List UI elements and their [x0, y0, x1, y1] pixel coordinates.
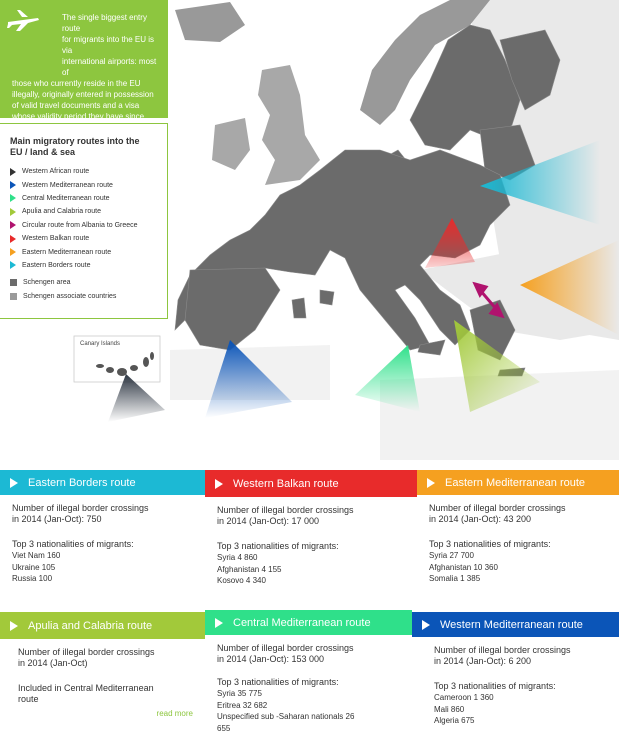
- nationality-item: Mali 860: [434, 704, 465, 714]
- intro-line: for migrants into the EU is via: [62, 35, 155, 55]
- nationalities-label: Top 3 nationalities of migrants:: [217, 677, 339, 687]
- map-legend: [0, 123, 168, 319]
- route-card-header[interactable]: [0, 612, 205, 639]
- nationalities-label: Top 3 nationalities of migrants:: [429, 539, 551, 549]
- crossings-label: Number of illegal border crossings: [429, 503, 566, 513]
- intro-line: whose validity period they have since: [12, 112, 145, 121]
- legend-label: Schengen associate countries: [23, 292, 117, 300]
- legend-item-western-mediterranean: [10, 178, 159, 191]
- crossings-value: in 2014 (Jan-Oct): 43 200: [429, 514, 532, 524]
- crossings-value: in 2014 (Jan-Oct): 153 000: [217, 654, 325, 664]
- legend-title: [10, 136, 159, 158]
- legend-title-line: Main migratory routes into the: [10, 136, 140, 146]
- legend-label: Western African route: [22, 168, 90, 176]
- route-card-western-mediterranean: [412, 612, 619, 750]
- intro-line: The single biggest entry route: [62, 13, 147, 33]
- play-arrow-icon: [10, 621, 18, 631]
- nationalities-label: Top 3 nationalities of migrants:: [217, 541, 339, 551]
- intro-line: those who currently reside in the EU: [12, 79, 141, 88]
- intro-line: international airports: most of: [62, 57, 157, 77]
- uk-ireland: [212, 65, 320, 185]
- nationalities-label: Top 3 nationalities of migrants:: [12, 539, 134, 549]
- crossings-label: Number of illegal border crossings: [434, 645, 571, 655]
- legend-item-western-balkan: [10, 232, 159, 245]
- nationality-item: Ukraine 105: [12, 562, 56, 572]
- triangle-icon: [10, 261, 16, 269]
- route-card-eastern-mediterranean: [417, 470, 619, 610]
- play-arrow-icon: [215, 479, 223, 489]
- route-card-header[interactable]: [417, 470, 619, 495]
- route-card-header[interactable]: [205, 610, 412, 635]
- nationality-item: 655: [217, 723, 231, 733]
- square-icon: [10, 293, 17, 300]
- legend-item-apulia-calabria: [10, 205, 159, 218]
- nationalities-label: Top 3 nationalities of migrants:: [434, 681, 556, 691]
- play-arrow-icon: [215, 618, 223, 628]
- legend-label: Western Balkan route: [22, 235, 90, 243]
- legend-label: Western Mediterranean route: [22, 181, 113, 189]
- nationality-item: Unspecified sub -Saharan nationals 26: [217, 712, 355, 722]
- schengen-area: [175, 25, 560, 376]
- legend-item-western-african: [10, 165, 159, 178]
- crossings-value: in 2014 (Jan-Oct): 6 200: [434, 656, 532, 666]
- route-card-apulia-calabria: [0, 612, 205, 750]
- route-card-title: Apulia and Calabria route: [28, 619, 153, 632]
- triangle-icon: [10, 235, 16, 243]
- route-card-western-balkan: [205, 470, 417, 610]
- nationality-item: Russia 100: [12, 574, 53, 584]
- legend-item-circular-albania-greece: [10, 219, 159, 232]
- legend-label: Circular route from Albania to Greece: [22, 221, 138, 229]
- crossings-value: in 2014 (Jan-Oct): 17 000: [217, 516, 320, 526]
- included-note: Included in Central Mediterranean: [18, 683, 154, 693]
- canary-islands-label: Canary Islands: [80, 341, 121, 347]
- legend-item-eastern-borders: [10, 259, 159, 272]
- read-more-link[interactable]: read more: [156, 709, 193, 718]
- route-card-central-mediterranean: [205, 610, 412, 750]
- nationality-item: Kosovo 4 340: [217, 576, 266, 586]
- nationality-item: Afghanistan 10 360: [429, 562, 498, 572]
- airport-entry-info-box: [0, 0, 168, 121]
- route-card-title: Central Mediterranean route: [233, 616, 371, 629]
- intro-line: illegally, originally entered in possession: [12, 90, 154, 99]
- legend-label: Eastern Mediterranean route: [22, 248, 112, 256]
- triangle-icon: [10, 221, 16, 229]
- nationality-item: Algeria 675: [434, 716, 475, 726]
- nationality-item: Syria 4 860: [217, 553, 258, 562]
- route-card-eastern-borders: [0, 470, 205, 610]
- crossings-label: Number of illegal border crossings: [217, 643, 354, 653]
- crossings-value: in 2014 (Jan-Oct): 750: [12, 514, 102, 524]
- crossings-label: Number of illegal border crossings: [18, 647, 155, 657]
- nationality-item: Viet Nam 160: [12, 551, 61, 560]
- square-icon: [10, 279, 17, 286]
- nationality-item: Somalia 1 385: [429, 574, 481, 584]
- nationality-item: Syria 35 775: [217, 689, 262, 698]
- included-note-cont: route: [18, 694, 39, 704]
- legend-item-eastern-mediterranean: [10, 245, 159, 258]
- triangle-icon: [10, 194, 16, 202]
- play-arrow-icon: [427, 478, 435, 488]
- triangle-icon: [10, 208, 16, 216]
- triangle-icon: [10, 168, 16, 176]
- legend-item-central-mediterranean: [10, 192, 159, 205]
- legend-item-schengen-area: [10, 276, 159, 289]
- route-card-title: Eastern Borders route: [28, 476, 136, 489]
- legend-label: Schengen area: [23, 279, 71, 287]
- legend-label: Eastern Borders route: [22, 261, 91, 269]
- route-card-header[interactable]: [412, 612, 619, 637]
- route-card-header[interactable]: [205, 470, 417, 497]
- intro-line: of valid travel documents and a visa: [12, 101, 140, 110]
- nationality-item: Cameroon 1 360: [434, 693, 494, 702]
- airplane-icon: [6, 8, 40, 32]
- legend-title-line: EU / land & sea: [10, 147, 76, 157]
- crossings-label: Number of illegal border crossings: [217, 505, 354, 515]
- play-arrow-icon: [10, 478, 18, 488]
- legend-label: Apulia and Calabria route: [22, 208, 101, 216]
- legend-label: Central Mediterranean route: [22, 194, 110, 202]
- route-card-title: Eastern Mediterranean route: [445, 476, 586, 489]
- route-card-header[interactable]: [0, 470, 205, 495]
- central-mediterranean-route-beam: [355, 345, 420, 412]
- crossings-value: in 2014 (Jan-Oct): [18, 658, 88, 668]
- nationality-item: Eritrea 32 682: [217, 700, 268, 710]
- triangle-icon: [10, 181, 16, 189]
- nationality-item: Afghanistan 4 155: [217, 564, 282, 574]
- play-arrow-icon: [422, 620, 430, 630]
- route-card-title: Western Mediterranean route: [440, 618, 583, 631]
- legend-item-schengen-associate: [10, 290, 159, 303]
- nationality-item: Syria 27 700: [429, 551, 474, 560]
- route-card-title: Western Balkan route: [233, 477, 339, 490]
- crossings-label: Number of illegal border crossings: [12, 503, 149, 513]
- triangle-icon: [10, 248, 16, 256]
